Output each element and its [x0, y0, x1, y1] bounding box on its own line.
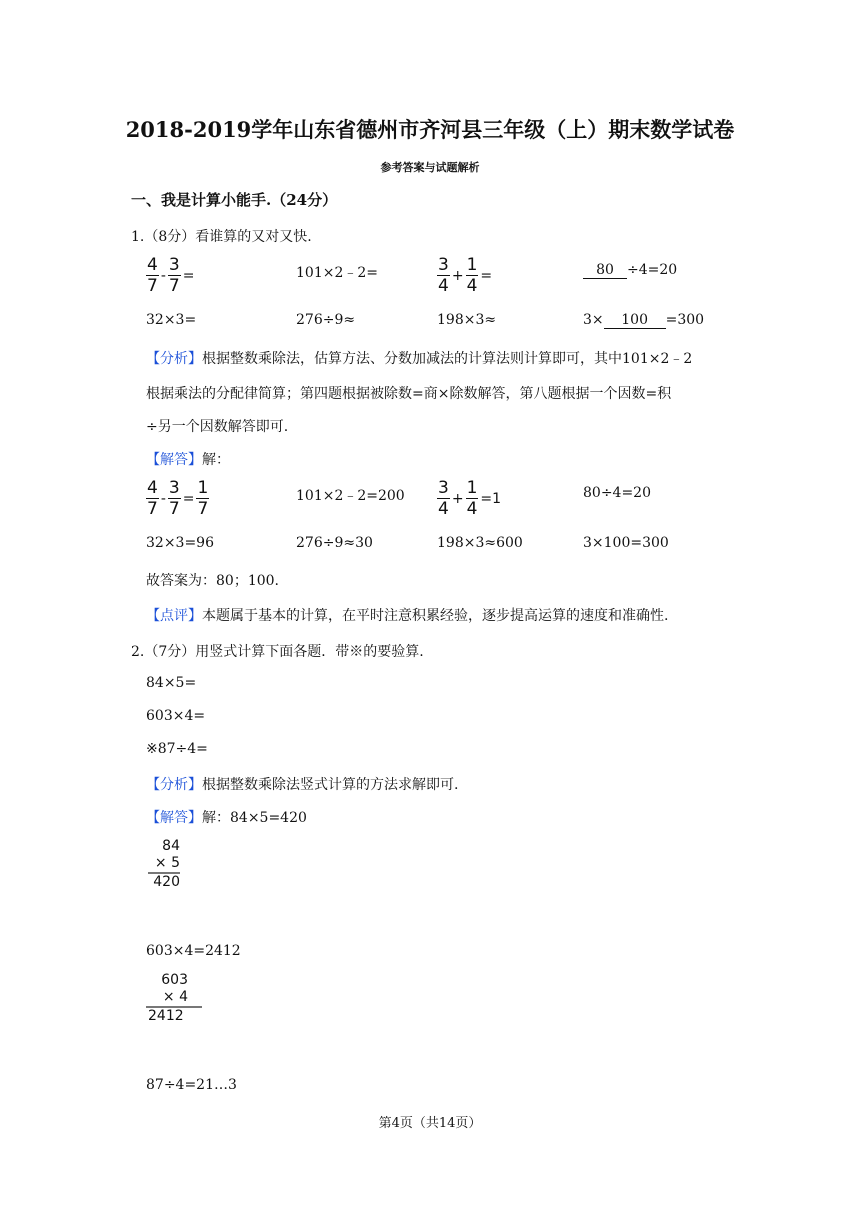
fraction-answer [146, 480, 209, 518]
analysis-text: 根据整数乘除法，估算方法、分数加减法的计算法则计算即可，其中101×2﹣2 [202, 351, 693, 367]
answer-text: 解：84×5=420 [202, 810, 307, 826]
problem-8 [583, 312, 704, 329]
product: 420 [148, 872, 180, 891]
denominator: 4 [466, 276, 478, 296]
numerator: 3 [168, 478, 180, 498]
result-line: 603×4=2412 [146, 943, 241, 959]
multiplier: × 5 [154, 855, 180, 871]
numerator: 3 [168, 255, 180, 275]
problem-4-rest: ÷4=20 [627, 262, 678, 278]
fraction-expression [146, 257, 196, 295]
denominator: 7 [147, 499, 158, 519]
analysis-line-3: ÷另一个因数解答即可. [146, 419, 289, 435]
answer-5: 32×3=96 [146, 535, 214, 551]
denominator: 4 [438, 499, 449, 519]
vertical-multiplication [146, 972, 202, 1025]
problem-line: 84×5= [146, 675, 197, 691]
problem-8-rest: =300 [665, 312, 705, 328]
problem-2: 101×2﹣2= [296, 265, 378, 281]
denominator: 4 [466, 499, 478, 519]
comment-line [146, 605, 668, 625]
numerator: 1 [197, 478, 209, 498]
equals: = [182, 268, 195, 284]
numerator: 3 [438, 478, 449, 498]
answer-tag: 【解答】 [146, 452, 202, 468]
operator: - [160, 268, 166, 284]
answer-2: 101×2﹣2=200 [296, 488, 405, 504]
analysis-line [146, 774, 458, 794]
problem-line: ※87÷4= [146, 741, 208, 757]
denominator: 7 [168, 276, 180, 296]
operator: + [451, 491, 464, 507]
question-1-heading: 1.（8分）看谁算的又对又快. [131, 229, 312, 245]
numerator: 4 [147, 478, 158, 498]
problem-5: 32×3= [146, 312, 197, 328]
answer-blank: 100 [604, 312, 666, 329]
subtitle: 参考答案与试题解析 [380, 161, 480, 174]
vertical-multiplication [148, 838, 180, 891]
fraction-expression [437, 257, 494, 295]
final-answer: 故答案为：80；100. [146, 573, 279, 589]
analysis-tag: 【分析】 [146, 351, 202, 367]
answer-4: 80÷4=20 [583, 485, 651, 501]
equals: = [182, 491, 195, 507]
denominator: 7 [168, 499, 180, 519]
answer-text: 解： [202, 452, 230, 468]
analysis-line-2: 根据乘法的分配律简算；第四题根据被除数=商×除数解答，第八题根据一个因数=积 [146, 386, 672, 402]
denominator: 7 [147, 276, 158, 296]
problem-4 [583, 262, 677, 279]
result-line: 87÷4=21…3 [146, 1077, 237, 1093]
numerator: 1 [466, 255, 478, 275]
fraction-answer [437, 480, 503, 518]
comment-tag: 【点评】 [146, 608, 202, 624]
page-title: 2018-2019学年山东省德州市齐河县三年级（上）期末数学试卷 [125, 117, 735, 142]
numerator: 4 [147, 255, 158, 275]
operator: + [451, 268, 464, 284]
question-2-heading: 2.（7分）用竖式计算下面各题．带※的要验算. [131, 644, 424, 660]
answer-6: 276÷9≈30 [296, 535, 373, 551]
operator: - [160, 491, 166, 507]
problem-7: 198×3≈ [437, 312, 497, 328]
denominator: 7 [197, 499, 209, 519]
answer-8: 3×100=300 [583, 535, 669, 551]
equals: =1 [480, 491, 502, 507]
answer-7: 198×3≈600 [437, 535, 523, 551]
analysis-text: 根据整数乘除法竖式计算的方法求解即可. [202, 777, 459, 793]
multiplicand: 603 [161, 972, 188, 988]
problem-line: 603×4= [146, 708, 206, 724]
numerator: 1 [466, 478, 478, 498]
answer-line [146, 807, 307, 827]
problem-8-pre: 3× [583, 312, 604, 328]
equals: = [480, 268, 493, 284]
answer-blank: 80 [583, 262, 627, 279]
multiplier: × 4 [162, 989, 188, 1005]
answer-line [146, 449, 230, 469]
comment-text: 本题属于基本的计算，在平时注意积累经验，逐步提高运算的速度和准确性. [202, 608, 669, 624]
analysis-line-1 [146, 348, 692, 368]
denominator: 4 [438, 276, 449, 296]
numerator: 3 [438, 255, 449, 275]
page-footer: 第4页（共14页） [378, 1116, 482, 1131]
analysis-tag: 【分析】 [146, 777, 202, 793]
section-heading: 一、我是计算小能手.（24分） [131, 191, 338, 209]
multiplicand: 84 [162, 838, 180, 854]
answer-tag: 【解答】 [146, 810, 202, 826]
product: 2412 [146, 1006, 202, 1025]
problem-6: 276÷9≈ [296, 312, 356, 328]
